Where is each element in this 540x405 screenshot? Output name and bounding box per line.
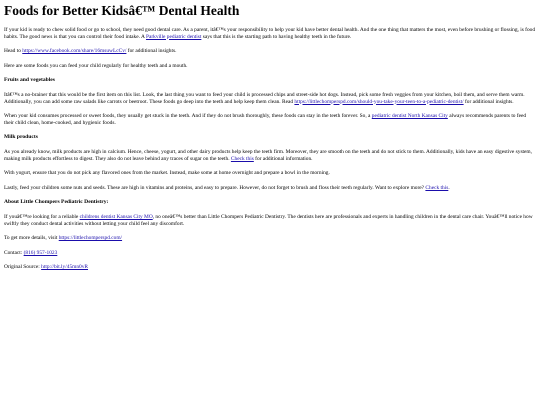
nuts-text-2: . bbox=[448, 184, 450, 191]
processed-foods-paragraph bbox=[4, 113, 537, 126]
check-this-link-1[interactable]: Check this bbox=[230, 155, 254, 162]
source-label: Original Source: bbox=[4, 264, 42, 271]
childrens-dentist-link[interactable]: childrens dentist Kansas City MO bbox=[79, 213, 153, 220]
facebook-text-1: Head to bbox=[4, 48, 23, 55]
nuts-text-1: Lastly, feed your children some nuts and seeds. These are high in vitamins and proteins, and easy to prepare. However, do not forget to brush and floss their teeth regularly. Want to explore more? bbox=[4, 184, 426, 191]
heading-about: About Little Chompers Pediatric Dentistry: bbox=[4, 199, 109, 206]
milk-paragraph bbox=[4, 149, 537, 162]
heading-fruits: Fruits and vegetables bbox=[4, 77, 55, 84]
website-link[interactable]: https://littlechomperspd.com/ bbox=[58, 235, 123, 242]
foods-intro-paragraph: Here are some foods you can feed your child regularly for healthy teeth and a mouth. bbox=[4, 62, 188, 69]
about-paragraph bbox=[4, 214, 537, 227]
fruits-text-2: for additional insights. bbox=[463, 98, 514, 105]
about-text-1: If youâ€™re looking for a reliable bbox=[4, 213, 80, 220]
parkville-dentist-link[interactable]: Parkville pediatric dentist bbox=[145, 33, 202, 40]
source-paragraph bbox=[4, 264, 537, 271]
check-this-link-2[interactable]: Check this bbox=[425, 184, 449, 191]
intro-text-1: If your kid is ready to chew solid food or go to school, they need good dental care. As a parent, itâ€™s your responsibility to help your kid have better dental health. And the one thing that matters the most, even before brushing or flossing, is food habits. The good news is that you can control their food intake. A bbox=[4, 27, 536, 40]
heading-milk: Milk products bbox=[4, 134, 38, 141]
milk-text-2: for additional information. bbox=[253, 155, 313, 162]
yogurt-paragraph: With yogurt, ensure that you do not pick any flavored ones from the market. Instead, make some at home overnight and prepare a bowl in the morning. bbox=[4, 170, 330, 177]
north-kansas-city-link[interactable]: pediatric dentist North Kansas City bbox=[371, 113, 448, 120]
details-text: To get more details, visit bbox=[4, 235, 59, 242]
facebook-paragraph bbox=[4, 48, 537, 55]
source-link[interactable]: http://bit.ly/45mn0vR bbox=[41, 264, 89, 271]
nuts-paragraph bbox=[4, 185, 537, 192]
about-text-2: , no oneâ€™s better than Little Chompers Pediatric Dentistry. The dentists here are professionals and experts in handling children in the dental care chair. Youâ€™ll notice how swiftly they conduct dental activities without letting your child feel any discomfort. bbox=[4, 213, 533, 227]
contact-paragraph bbox=[4, 250, 537, 257]
details-paragraph bbox=[4, 235, 537, 242]
facebook-text-2: for additional insights. bbox=[126, 48, 177, 55]
milk-text-1: As you already know, milk products are high in calcium. Hence, cheese, yogurt, and other dairy products help keep the teeth firm. Moreover, they are smooth on the teeth and do not stick to them. Additionally, kids have an easy digestive system, making milk products effortless to digest. They also do not leave behind any traces of sugar on the teeth. bbox=[4, 148, 532, 162]
intro-text-2: says that this is the starting path to having healthy teeth in the future. bbox=[201, 33, 352, 40]
intro-paragraph bbox=[4, 27, 537, 40]
processed-text-2: always recommends parents to feed their child clean, home-cooked, and hygienic foods. bbox=[4, 113, 527, 126]
page-title: Foods for Better Kidsâ€™ Dental Health bbox=[4, 3, 240, 18]
fruits-paragraph bbox=[4, 92, 537, 105]
teen-dentist-link[interactable]: https://littlechomperspd.com/should-you-take-your-teen-to-a-pediatric-dentist/ bbox=[294, 98, 464, 105]
facebook-link[interactable]: https://www.facebook.com/share/16msuwLcCv/ bbox=[22, 48, 127, 55]
fruits-text-1: Itâ€™s a no-brainer that this would be the first item on this list. Look, the last thing you want to feed your child is processed chips and street-side hot dogs. Instead, pick some fresh veggies from your kitchen, boil them, and serve them warm. Additionally, you can add some raw salads like carrots or beetroot. These foods go deep into the teeth and help keep them clean. Read bbox=[4, 91, 525, 105]
phone-link[interactable]: (816) 957-1023 bbox=[23, 249, 58, 256]
processed-text-1: When your kid consumes processed or sweet foods, they usually get stuck in the teeth. And if they do not brush thoroughly, these foods can stay in the teeth forever. So, a bbox=[4, 113, 372, 120]
contact-label: Contact: bbox=[4, 249, 24, 256]
